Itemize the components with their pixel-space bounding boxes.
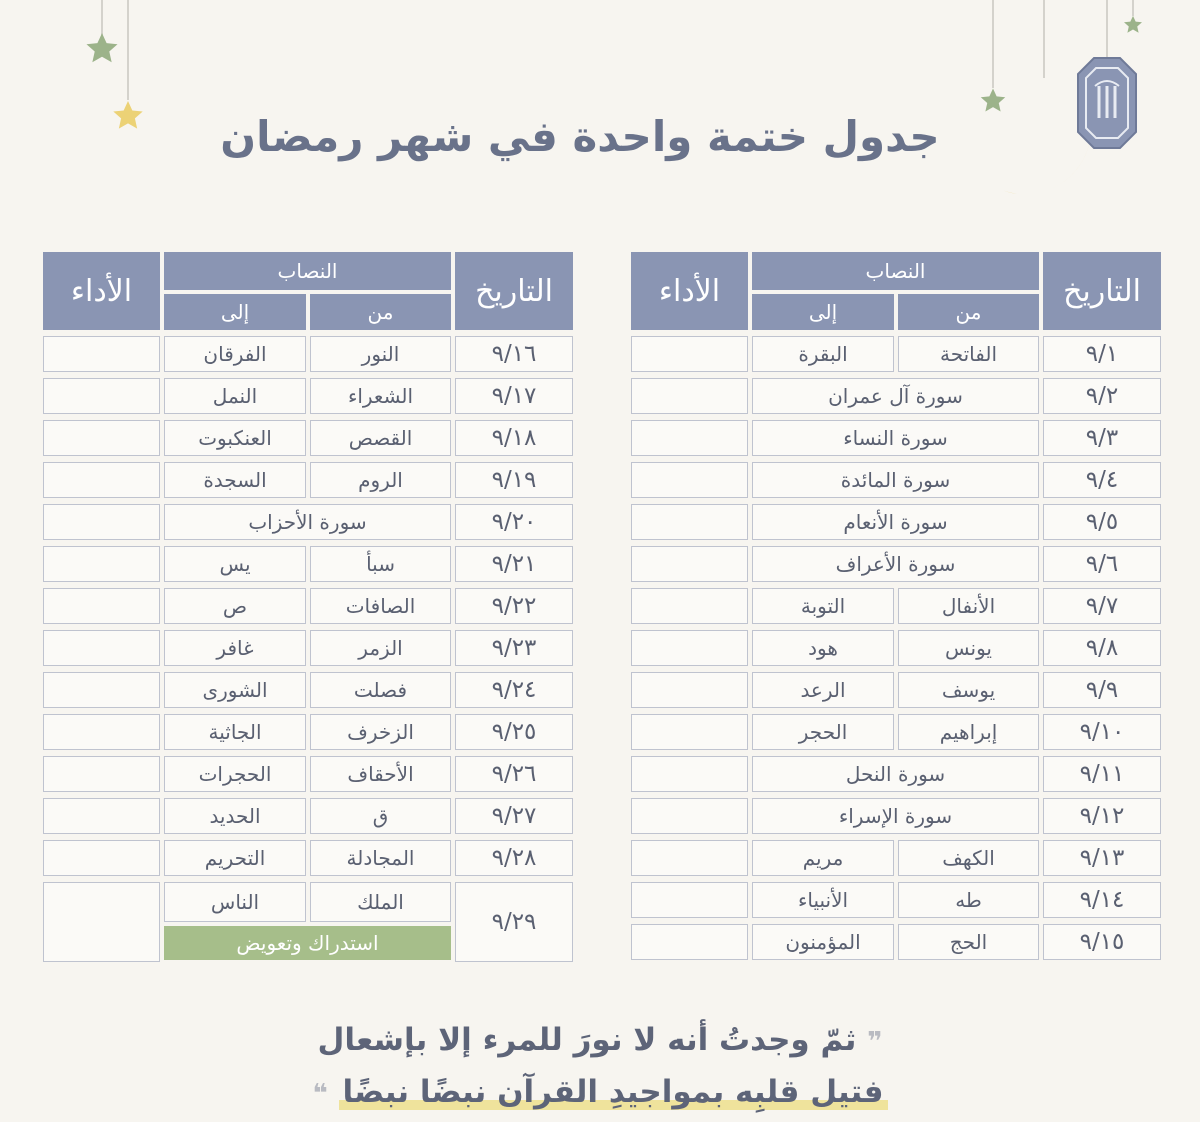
performance-cell[interactable]	[43, 378, 160, 414]
from-cell: الأحقاف	[310, 756, 451, 792]
performance-cell[interactable]	[631, 840, 748, 876]
header-to: إلى	[164, 294, 306, 330]
date-cell: ٩/٩	[1043, 672, 1161, 708]
star-icon	[1122, 14, 1144, 40]
date-cell: ٩/١٣	[1043, 840, 1161, 876]
to-cell: المؤمنون	[752, 924, 894, 960]
performance-cell[interactable]	[631, 924, 748, 960]
quote-open-mark: ❞	[867, 1027, 883, 1057]
to-cell: ص	[164, 588, 306, 624]
to-cell: التحريم	[164, 840, 306, 876]
performance-cell[interactable]	[43, 672, 160, 708]
header-portion: النصاب	[164, 252, 451, 290]
from-cell: الصافات	[310, 588, 451, 624]
hanging-string	[992, 0, 994, 88]
portion-merged-cell: سورة النحل	[752, 756, 1039, 792]
header-from: من	[310, 294, 451, 330]
portion-merged-cell: سورة النساء	[752, 420, 1039, 456]
date-cell: ٩/٣	[1043, 420, 1161, 456]
portion-merged-cell: سورة الأنعام	[752, 504, 1039, 540]
performance-cell[interactable]	[631, 882, 748, 918]
to-cell: مريم	[752, 840, 894, 876]
performance-cell[interactable]	[631, 630, 748, 666]
performance-cell[interactable]	[43, 714, 160, 750]
performance-cell[interactable]	[631, 756, 748, 792]
date-cell: ٩/٢	[1043, 378, 1161, 414]
header-from: من	[898, 294, 1039, 330]
from-cell: يونس	[898, 630, 1039, 666]
date-cell: ٩/٢٠	[455, 504, 573, 540]
to-cell: الحجرات	[164, 756, 306, 792]
to-cell: غافر	[164, 630, 306, 666]
from-cell: ق	[310, 798, 451, 834]
performance-cell[interactable]	[43, 840, 160, 876]
performance-cell[interactable]	[43, 798, 160, 834]
date-cell: ٩/٦	[1043, 546, 1161, 582]
quote-line-2-text: فتيل قلبِه بمواجيدِ القرآن نبضًا نبضًا	[339, 1074, 888, 1110]
to-cell: الحجر	[752, 714, 894, 750]
performance-cell[interactable]	[43, 336, 160, 372]
performance-cell[interactable]	[631, 336, 748, 372]
from-cell: الكهف	[898, 840, 1039, 876]
performance-cell[interactable]	[43, 504, 160, 540]
to-cell: الرعد	[752, 672, 894, 708]
date-cell: ٩/١٥	[1043, 924, 1161, 960]
date-cell: ٩/٤	[1043, 462, 1161, 498]
header-date: التاريخ	[455, 252, 573, 330]
quote-line-1	[300, 1022, 900, 1058]
header-to: إلى	[752, 294, 894, 330]
from-cell: الروم	[310, 462, 451, 498]
hanging-string	[1106, 0, 1108, 58]
date-cell: ٩/٢٣	[455, 630, 573, 666]
from-cell: الملك	[310, 882, 451, 922]
date-cell: ٩/١٨	[455, 420, 573, 456]
from-cell: الزمر	[310, 630, 451, 666]
performance-cell[interactable]	[631, 714, 748, 750]
to-cell: الناس	[164, 882, 306, 922]
performance-cell[interactable]	[631, 798, 748, 834]
hanging-string	[127, 0, 129, 100]
performance-cell[interactable]	[631, 420, 748, 456]
performance-cell[interactable]	[631, 546, 748, 582]
performance-cell[interactable]	[631, 462, 748, 498]
from-cell: يوسف	[898, 672, 1039, 708]
from-cell: الشعراء	[310, 378, 451, 414]
to-cell: يس	[164, 546, 306, 582]
date-cell: ٩/١١	[1043, 756, 1161, 792]
star-icon	[110, 98, 146, 138]
performance-cell[interactable]	[43, 462, 160, 498]
date-cell: ٩/٢١	[455, 546, 573, 582]
performance-cell[interactable]	[43, 882, 160, 962]
portion-merged-cell: سورة الأحزاب	[164, 504, 451, 540]
portion-merged-cell: سورة المائدة	[752, 462, 1039, 498]
date-cell: ٩/٢٤	[455, 672, 573, 708]
date-cell: ٩/١٧	[455, 378, 573, 414]
from-cell: النور	[310, 336, 451, 372]
to-cell: العنكبوت	[164, 420, 306, 456]
quote-line-1-text: ثمّ وجدتُ أنه لا نورَ للمرء إلا بإشعال	[317, 1022, 857, 1058]
date-cell: ٩/١٠	[1043, 714, 1161, 750]
from-cell: المجادلة	[310, 840, 451, 876]
to-cell: هود	[752, 630, 894, 666]
from-cell: الحج	[898, 924, 1039, 960]
date-cell: ٩/٢٢	[455, 588, 573, 624]
performance-cell[interactable]	[43, 630, 160, 666]
date-cell: ٩/٧	[1043, 588, 1161, 624]
performance-cell[interactable]	[43, 756, 160, 792]
header-portion: النصاب	[752, 252, 1039, 290]
performance-cell[interactable]	[631, 378, 748, 414]
to-cell: التوبة	[752, 588, 894, 624]
date-cell: ٩/٢٥	[455, 714, 573, 750]
date-cell: ٩/٨	[1043, 630, 1161, 666]
performance-cell[interactable]	[43, 420, 160, 456]
from-cell: إبراهيم	[898, 714, 1039, 750]
performance-cell[interactable]	[631, 588, 748, 624]
portion-merged-cell: سورة آل عمران	[752, 378, 1039, 414]
performance-cell[interactable]	[631, 504, 748, 540]
star-icon	[83, 30, 121, 72]
header-date: التاريخ	[1043, 252, 1161, 330]
date-cell: ٩/٢٦	[455, 756, 573, 792]
to-cell: النمل	[164, 378, 306, 414]
date-cell: ٩/١	[1043, 336, 1161, 372]
from-cell: سبأ	[310, 546, 451, 582]
quote-line-2	[300, 1074, 900, 1110]
from-cell: فصلت	[310, 672, 451, 708]
date-cell: ٩/١٢	[1043, 798, 1161, 834]
date-cell: ٩/٥	[1043, 504, 1161, 540]
from-cell: الفاتحة	[898, 336, 1039, 372]
makeup-cell: استدراك وتعويض	[164, 926, 451, 960]
to-cell: الجاثية	[164, 714, 306, 750]
date-cell: ٩/٢٧	[455, 798, 573, 834]
portion-merged-cell: سورة الأعراف	[752, 546, 1039, 582]
from-cell: الزخرف	[310, 714, 451, 750]
performance-cell[interactable]	[43, 588, 160, 624]
date-cell: ٩/٢٩	[455, 882, 573, 962]
header-performance: الأداء	[631, 252, 748, 330]
to-cell: الفرقان	[164, 336, 306, 372]
page-title: جدول ختمة واحدة في شهر رمضان	[220, 112, 940, 161]
to-cell: الشورى	[164, 672, 306, 708]
date-cell: ٩/١٦	[455, 336, 573, 372]
quote-close-mark: ❝	[312, 1079, 328, 1109]
lantern-icon	[1074, 54, 1140, 156]
header-performance: الأداء	[43, 252, 160, 330]
from-cell: الأنفال	[898, 588, 1039, 624]
from-cell: طه	[898, 882, 1039, 918]
to-cell: السجدة	[164, 462, 306, 498]
date-cell: ٩/١٩	[455, 462, 573, 498]
performance-cell[interactable]	[631, 672, 748, 708]
portion-merged-cell: سورة الإسراء	[752, 798, 1039, 834]
from-cell: القصص	[310, 420, 451, 456]
date-cell: ٩/١٤	[1043, 882, 1161, 918]
to-cell: البقرة	[752, 336, 894, 372]
date-cell: ٩/٢٨	[455, 840, 573, 876]
to-cell: الأنبياء	[752, 882, 894, 918]
performance-cell[interactable]	[43, 546, 160, 582]
to-cell: الحديد	[164, 798, 306, 834]
